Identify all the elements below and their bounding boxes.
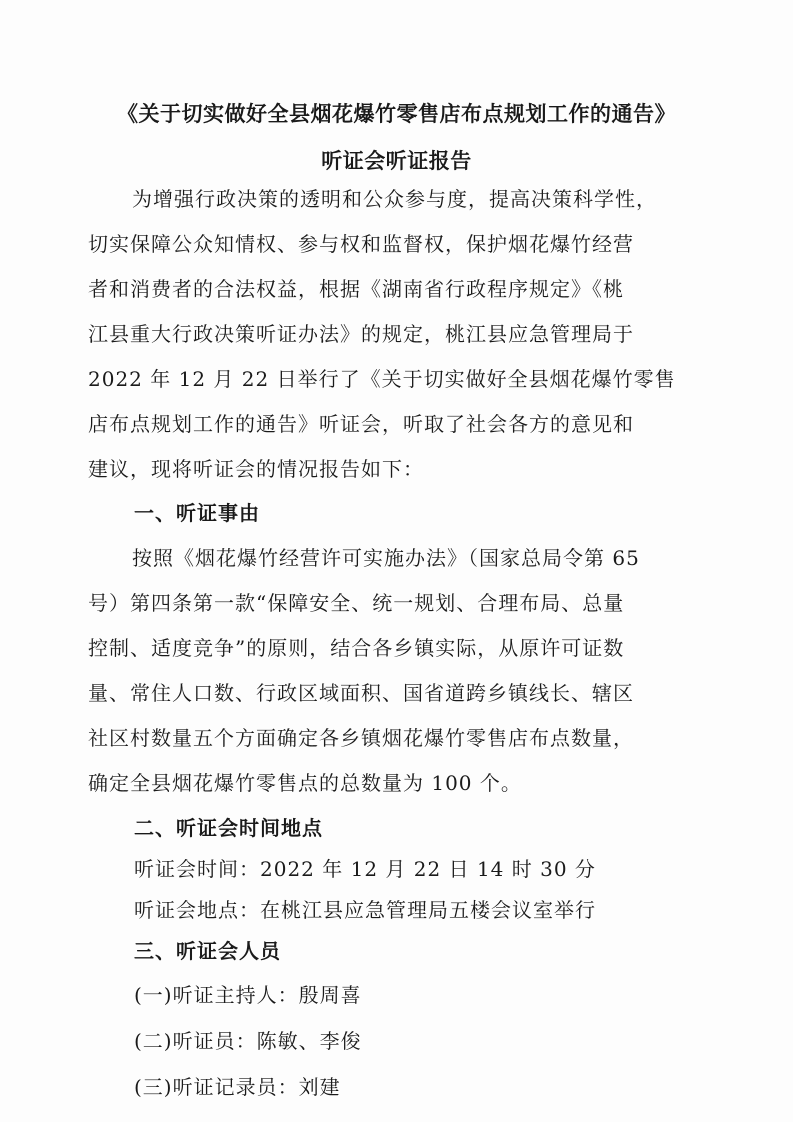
document-subtitle: 听证会听证报告 [321,148,472,173]
intro-line: 店布点规划工作的通告》听证会，听取了社会各方的意见和 [88,412,634,436]
intro-line: 切实保障公众知情权、参与权和监督权，保护烟花爆竹经营 [88,232,634,256]
section-line: 控制、适度竞争”的原则，结合各乡镇实际，从原许可证数 [88,636,625,660]
section-heading-personnel: 三、听证会人员 [134,939,281,963]
section-line: 确定全县烟花爆竹零售点的总数量为 100 个。 [88,771,522,795]
section-line: 量、常住人口数、行政区域面积、国省道跨乡镇线长、辖区 [88,681,634,705]
intro-line: 为增强行政决策的透明和公众参与度，提高决策科学性， [132,187,657,211]
hearing-place: 听证会地点：在桃江县应急管理局五楼会议室举行 [134,898,596,922]
section-line: 号）第四条第一款“保障安全、统一规划、合理布局、总量 [88,591,625,615]
section-line: 按照《烟花爆竹经营许可实施办法》（国家总局令第 65 [132,546,640,570]
intro-line: 江县重大行政决策听证办法》的规定，桃江县应急管理局于 [88,322,634,346]
document-title: 《关于切实做好全县烟花爆竹零售店布点规划工作的通告》 [117,101,676,126]
intro-line: 2022 年 12 月 22 日举行了《关于切实做好全县烟花爆竹零售 [88,367,676,391]
intro-line: 者和消费者的合法权益，根据《湖南省行政程序规定》《桃 [88,277,624,301]
section-heading-time-place: 二、听证会时间地点 [134,816,323,840]
hearing-recorder: (三)听证记录员：刘建 [134,1075,341,1099]
intro-line: 建议，现将听证会的情况报告如下： [88,457,424,481]
section-line: 社区村数量五个方面确定各乡镇烟花爆竹零售店布点数量， [88,726,634,750]
hearing-members: (二)听证员：陈敏、李俊 [134,1029,362,1053]
hearing-host: (一)听证主持人：殷周喜 [134,983,362,1007]
hearing-time: 听证会时间：2022 年 12 月 22 日 14 时 30 分 [134,857,596,881]
section-heading-reason: 一、听证事由 [134,501,260,525]
